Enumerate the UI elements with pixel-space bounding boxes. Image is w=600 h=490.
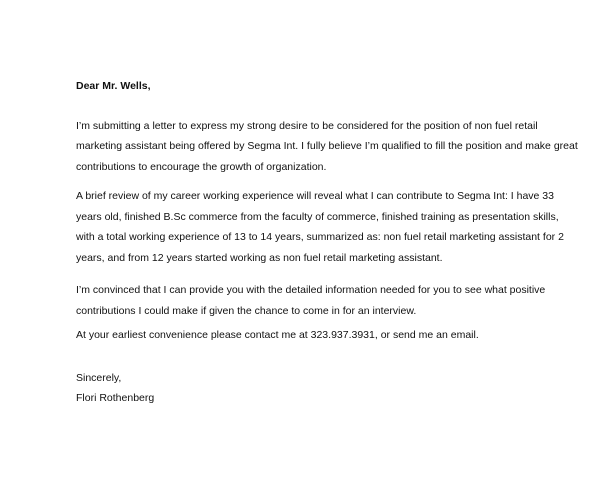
- paragraph-convinced: [76, 280, 546, 321]
- paragraph-line: marketing assistant being offered by Segma Int. I fully believe I’m qualified to fill the position and make great: [76, 140, 578, 152]
- paragraph-line: contributions I could make if given the chance to come in for an interview.: [76, 304, 417, 317]
- paragraph-line: At your earliest convenience please contact me at 323.937.3931, or send me an email.: [76, 329, 479, 341]
- paragraph-line: years, and from 12 years started working as non fuel retail marketing assistant.: [76, 251, 443, 264]
- letter-body: [76, 76, 578, 409]
- paragraph-line: A brief review of my career working experience will reveal what I can contribute to Segma Int: I have 33: [76, 190, 554, 202]
- paragraph-line: I’m convinced that I can provide you with the detailed information needed for you to see what positive: [76, 284, 546, 296]
- paragraph-line: I’m submitting a letter to express my strong desire to be considered for the position of non fuel retail: [76, 119, 538, 132]
- paragraph-line: with a total working experience of 13 to 14 years, summarized as: non fuel retail marketing assistant for 2: [76, 231, 564, 243]
- closing-block: [76, 368, 546, 409]
- paragraph-contact: [76, 325, 546, 346]
- signature-name: Flori Rothenberg: [76, 392, 155, 404]
- paragraph-intro: [76, 116, 578, 178]
- paragraph-line: years old, finished B.Sc commerce from the faculty of commerce, finished training as presentation skills,: [76, 210, 559, 223]
- paragraph-experience: [76, 186, 564, 268]
- salutation: Dear Mr. Wells,: [76, 80, 151, 92]
- paragraph-line: contributions to encourage the growth of organization.: [76, 160, 327, 173]
- closing: Sincerely,: [76, 371, 122, 384]
